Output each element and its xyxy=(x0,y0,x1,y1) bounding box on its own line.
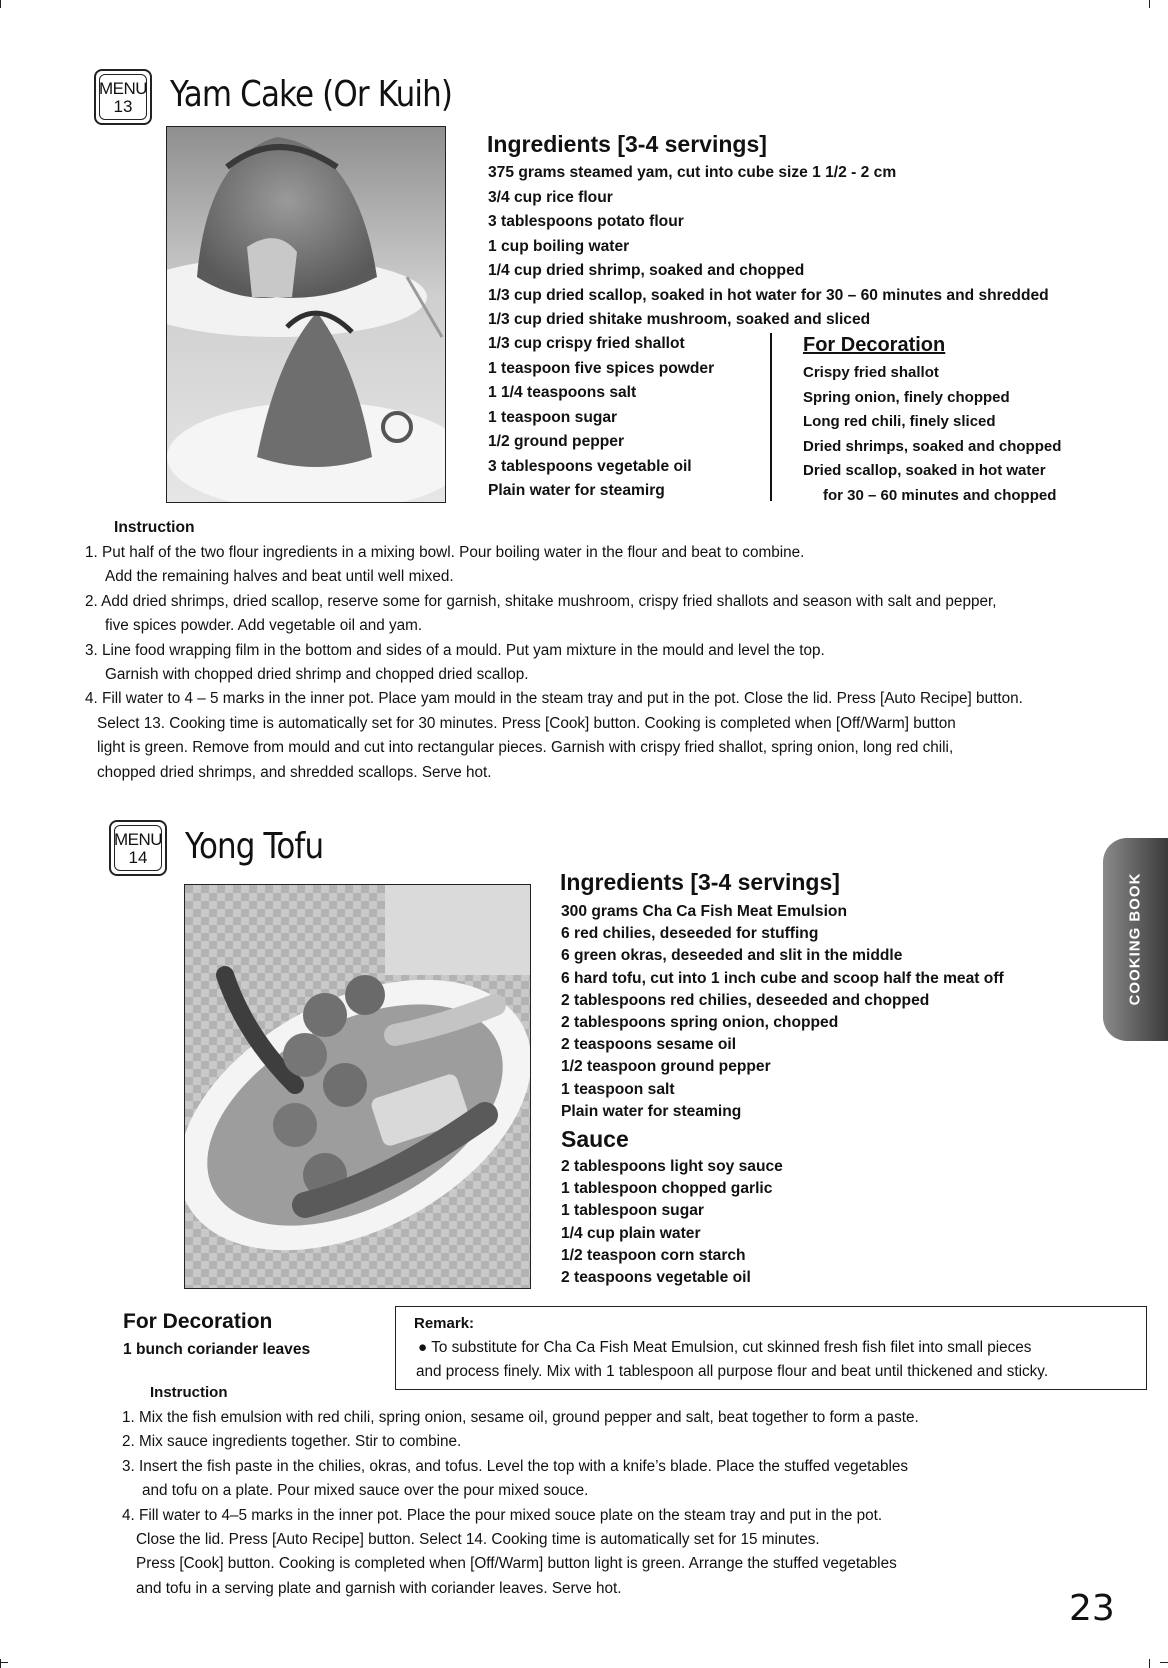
ingredient-item: 1/3 cup dried shitake mushroom, soaked and sliced xyxy=(488,311,871,328)
yam-cake-photo xyxy=(166,126,446,503)
ingredients-heading: Ingredients [3-4 servings] xyxy=(560,869,840,895)
ingredient-item: 1/3 cup crispy fried shallot xyxy=(488,335,685,352)
crop-mark xyxy=(0,1662,8,1663)
instruction-steps xyxy=(85,541,1023,785)
page-number: 23 xyxy=(1069,1588,1115,1629)
sauce-list xyxy=(561,1156,783,1289)
decoration-item: Long red chili, finely sliced xyxy=(803,413,996,430)
sauce-heading: Sauce xyxy=(561,1126,629,1152)
decoration-item: for 30 – 60 minutes and chopped xyxy=(823,486,1057,504)
ingredient-item: 1 teaspoon sugar xyxy=(488,408,618,426)
decoration-item: Dried shrimps, soaked and chopped xyxy=(803,437,1062,455)
remark-box xyxy=(395,1306,1147,1390)
ingredient-item: 2 tablespoons spring onion, chopped xyxy=(561,1013,839,1031)
decoration-item: Dried scallop, soaked in hot water xyxy=(803,462,1046,479)
ingredients-list-left xyxy=(488,332,714,504)
sauce-item: 1/4 cup plain water xyxy=(561,1224,701,1242)
decoration-list xyxy=(803,361,1061,508)
sauce-item: 1/2 teaspoon corn starch xyxy=(561,1246,746,1264)
yong-tofu-illustration xyxy=(185,885,530,1288)
instruction-heading: Instruction xyxy=(150,1384,228,1401)
remark-heading: Remark: xyxy=(414,1315,475,1332)
recipe-title: Yam Cake (Or Kuih) xyxy=(170,74,453,115)
ingredient-item: Plain water for steaming xyxy=(561,1102,742,1120)
decoration-item: 1 bunch coriander leaves xyxy=(123,1341,311,1358)
ingredient-item: 1 teaspoon salt xyxy=(561,1080,675,1098)
ingredient-item: 1/2 ground pepper xyxy=(488,433,625,450)
sauce-item: 2 tablespoons light soy sauce xyxy=(561,1158,783,1175)
decoration-heading: For Decoration xyxy=(803,334,946,356)
ingredient-item: 300 grams Cha Ca Fish Meat Emulsion xyxy=(561,903,847,920)
ingredient-item: 6 red chilies, deseeded for stuffing xyxy=(561,925,819,943)
side-tab-label: COOKING BOOK xyxy=(1126,872,1144,1006)
instruction-step: 1. Put half of the two flour ingredients in a mixing bowl. Pour boiling water in the flour and beat to combine. Add the remaining halves and beat until well mixed. xyxy=(85,544,805,586)
instruction-step: 3. Insert the fish paste in the chilies, okras, and tofus. Level the top with a knife’s blade. Place the stuffed vegetables and tofu on a plate. Pour mixed sauce over the pour mixed souce. xyxy=(122,1457,909,1500)
ingredient-item: 2 teaspoons sesame oil xyxy=(561,1036,737,1054)
instruction-step: 4. Fill water to 4–5 marks in the inner pot. Place the pour mixed souce plate on the steam tray and put in the pot. Close the lid. Press [Auto Recipe] button. Select 14. Cooking time is automatically set for 15 minutes. Press [Cook] button. Cooking is completed when [Off/Warm] button light is green. Arrange the stuffed vegetables and tofu in a serving plate and garnish with coriander leaves. Serve hot. xyxy=(122,1506,897,1597)
sauce-item: 2 teaspoons vegetable oil xyxy=(561,1268,751,1286)
menu-badge xyxy=(109,820,167,876)
ingredients-list xyxy=(488,161,1049,333)
ingredient-item: 375 grams steamed yam, cut into cube size 1 1/2 - 2 cm xyxy=(488,164,897,181)
ingredient-item: 2 tablespoons red chilies, deseeded and chopped xyxy=(561,991,930,1009)
side-tab xyxy=(1103,838,1168,1041)
ingredient-item: 3/4 cup rice flour xyxy=(488,188,613,206)
crop-mark xyxy=(1149,0,1150,8)
instruction-step: 3. Line food wrapping film in the bottom and sides of a mould. Put yam mixture in the mould and level the top. Garnish with chopped dried shrimp and chopped dried scallop. xyxy=(85,641,825,684)
yong-tofu-photo xyxy=(184,884,531,1289)
ingredient-item: 1 1/4 teaspoons salt xyxy=(488,384,637,401)
crop-mark xyxy=(0,0,1,8)
remark-line: and process finely. Mix with 1 tablespoon all purpose flour and beat until thickened and sticky. xyxy=(416,1363,1049,1380)
yam-cake-illustration xyxy=(167,127,445,502)
instruction-steps xyxy=(122,1406,919,1601)
decoration-item: Crispy fried shallot xyxy=(803,364,939,381)
recipe-title: Yong Tofu xyxy=(185,826,324,867)
ingredient-item: 1/2 teaspoon ground pepper xyxy=(561,1058,771,1076)
ingredient-item: 1/3 cup dried scallop, soaked in hot water for 30 – 60 minutes and shredded xyxy=(488,286,1049,304)
sauce-item: 1 tablespoon sugar xyxy=(561,1202,704,1220)
instruction-heading: Instruction xyxy=(114,519,195,536)
ingredient-item: 1 cup boiling water xyxy=(488,237,630,255)
ingredient-item: 3 tablespoons vegetable oil xyxy=(488,457,692,475)
crop-mark xyxy=(1149,1659,1150,1668)
sauce-item: 1 tablespoon chopped garlic xyxy=(561,1180,773,1198)
instruction-step: 1. Mix the fish emulsion with red chili, spring onion, sesame oil, ground pepper and salt, beat together to form a paste. xyxy=(122,1409,919,1426)
instruction-step: 2. Add dried shrimps, dried scallop, reserve some for garnish, shitake mushroom, crispy fried shallots and season with salt and pepper, five spices powder. Add vegetable oil and yam. xyxy=(85,592,997,635)
instruction-step: 2. Mix sauce ingredients together. Stir to combine. xyxy=(122,1433,462,1451)
ingredient-item: 1 teaspoon five spices powder xyxy=(488,359,715,377)
column-divider xyxy=(770,333,772,501)
decoration-heading: For Decoration xyxy=(123,1310,273,1333)
menu-word: MENU xyxy=(98,79,148,98)
menu-badge xyxy=(94,69,152,125)
instruction-step: 4. Fill water to 4 – 5 marks in the inner pot. Place yam mould in the steam tray and put in the pot. Close the lid. Press [Auto Recipe] button. Select 13. Cooking time is automatically set for 30 minutes. Press [Cook] button. Cooking is completed when [Off/Warm] button light is green. Remove from mould and cut into rectangular pieces. Garnish with crispy fried shallot, spring onion, long red chili, chopped dried shrimps, and shredded scallops. Serve hot. xyxy=(85,690,1023,781)
menu-word: MENU xyxy=(113,830,163,849)
ingredients-list xyxy=(561,901,1004,1123)
ingredients-heading: Ingredients [3-4 servings] xyxy=(487,131,767,157)
crop-mark xyxy=(0,1659,1,1668)
decoration-item: Spring onion, finely chopped xyxy=(803,388,1010,406)
crop-mark xyxy=(1160,1662,1168,1663)
ingredient-item: Plain water for steamirg xyxy=(488,482,665,499)
ingredient-item: 6 green okras, deseeded and slit in the middle xyxy=(561,947,903,965)
ingredient-item: 1/4 cup dried shrimp, soaked and chopped xyxy=(488,262,805,279)
menu-number: 13 xyxy=(113,97,133,116)
remark-line: ● To substitute for Cha Ca Fish Meat Emulsion, cut skinned fresh fish filet into small pieces xyxy=(418,1339,1032,1356)
ingredient-item: 6 hard tofu, cut into 1 inch cube and scoop half the meat off xyxy=(561,969,1004,987)
menu-number: 14 xyxy=(128,848,148,867)
ingredient-item: 3 tablespoons potato flour xyxy=(488,213,684,230)
